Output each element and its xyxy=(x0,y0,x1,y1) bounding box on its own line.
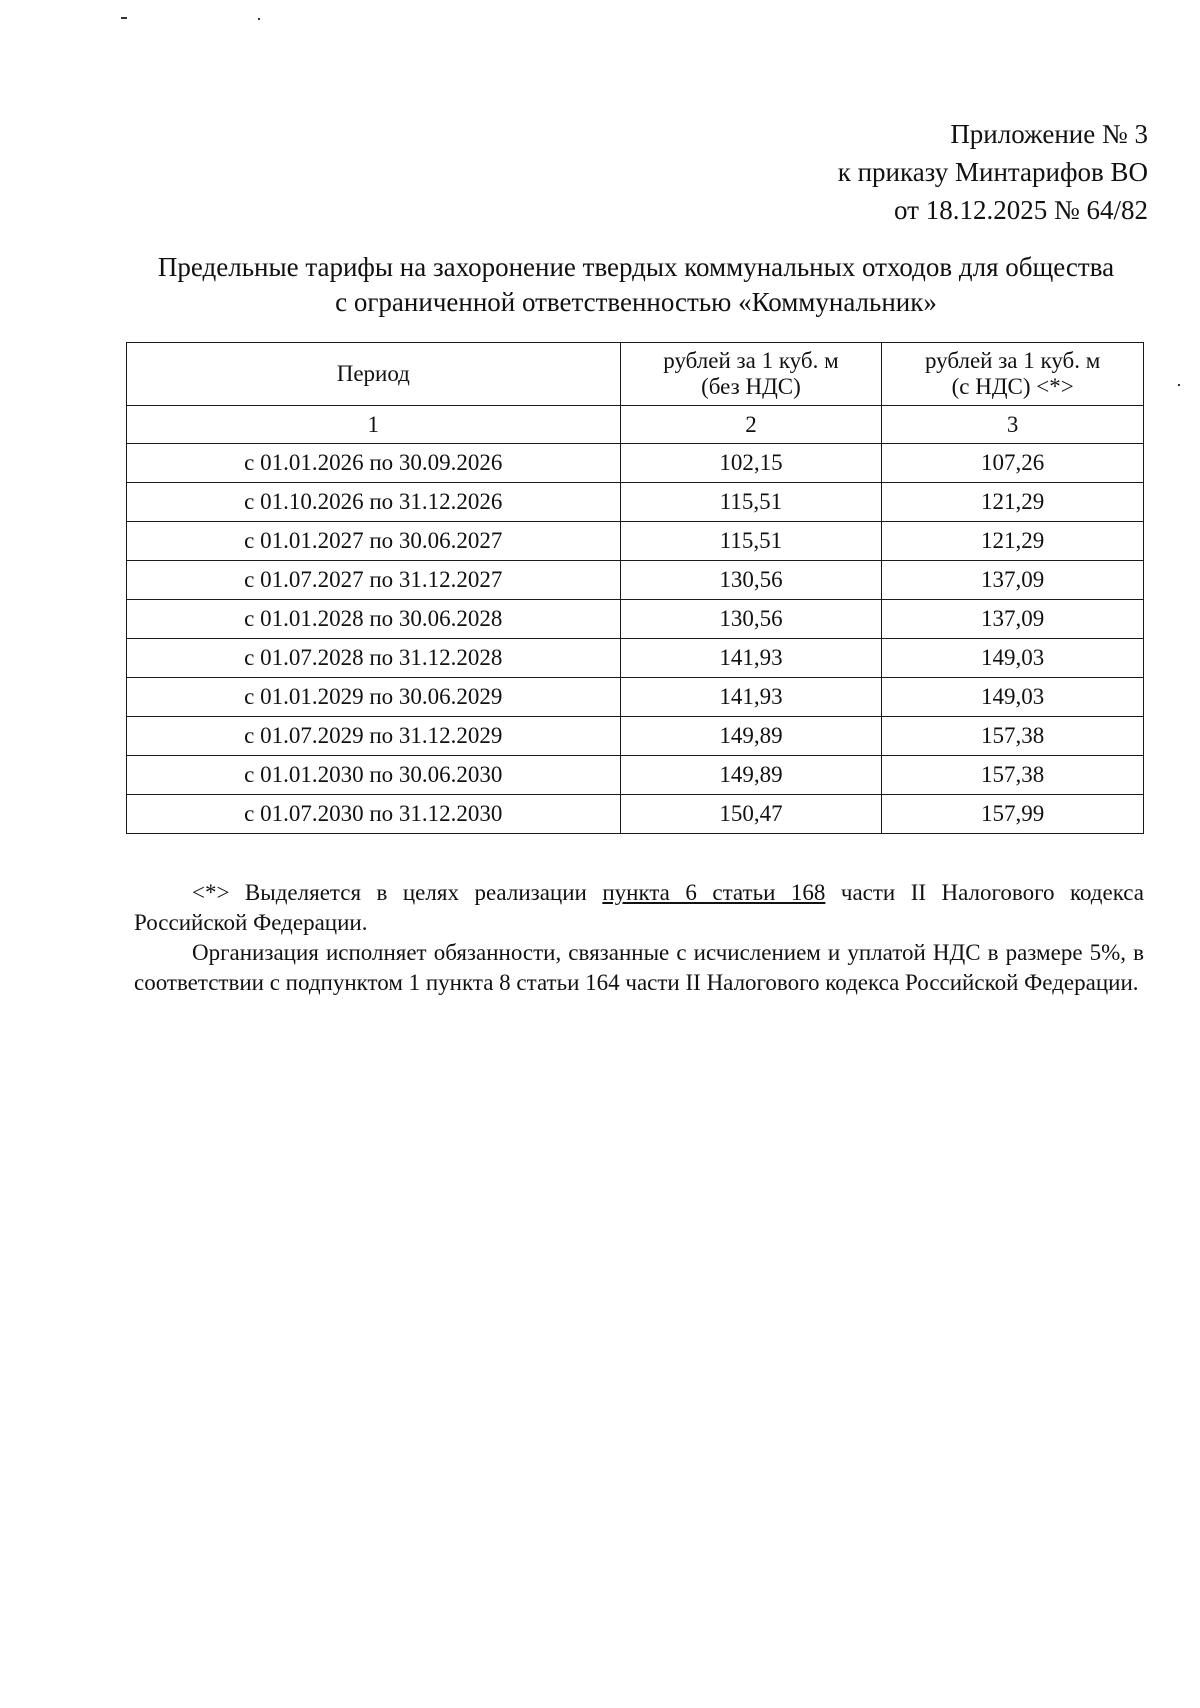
document-title xyxy=(128,250,1144,320)
table-row xyxy=(127,795,1144,834)
column-number: 3 xyxy=(882,406,1144,444)
header-period-label: Период xyxy=(336,361,410,386)
column-number-row xyxy=(127,406,1144,444)
header-with-vat xyxy=(882,343,1144,406)
column-number: 1 xyxy=(127,406,621,444)
table-row xyxy=(127,678,1144,717)
table-row xyxy=(127,639,1144,678)
cell-with-vat: 121,29 xyxy=(882,483,1144,522)
cell-without-vat: 149,89 xyxy=(620,717,882,756)
table-row xyxy=(127,561,1144,600)
cell-period: с 01.01.2027 по 30.06.2027 xyxy=(127,522,621,561)
header-without-vat xyxy=(620,343,882,406)
notes-section xyxy=(134,878,1144,998)
cell-with-vat: 157,38 xyxy=(882,717,1144,756)
header-with-vat-line1: рублей за 1 куб. м xyxy=(924,348,1101,373)
header-without-vat-line1: рублей за 1 куб. м xyxy=(663,348,839,373)
cell-with-vat: 149,03 xyxy=(882,678,1144,717)
appendix-order-date: от 18.12.2025 № 64/82 xyxy=(894,195,1148,225)
appendix-header xyxy=(838,115,1148,229)
table-row xyxy=(127,444,1144,483)
cell-without-vat: 115,51 xyxy=(620,483,882,522)
title-line-2: с ограниченной ответственностью «Коммунальник» xyxy=(335,287,937,317)
cell-period: с 01.07.2028 по 31.12.2028 xyxy=(127,639,621,678)
appendix-number: Приложение № 3 xyxy=(950,119,1148,149)
cell-without-vat: 141,93 xyxy=(620,639,882,678)
cell-with-vat: 157,99 xyxy=(882,795,1144,834)
cell-period: с 01.01.2030 по 30.06.2030 xyxy=(127,756,621,795)
cell-period: с 01.10.2026 по 31.12.2026 xyxy=(127,483,621,522)
cell-period: с 01.07.2029 по 31.12.2029 xyxy=(127,717,621,756)
table-row xyxy=(127,756,1144,795)
cell-period: с 01.01.2029 по 30.06.2029 xyxy=(127,678,621,717)
table-header-row xyxy=(127,343,1144,406)
cell-period: с 01.01.2028 по 30.06.2028 xyxy=(127,600,621,639)
cell-without-vat: 141,93 xyxy=(620,678,882,717)
cell-without-vat: 115,51 xyxy=(620,522,882,561)
scan-speck xyxy=(258,18,260,20)
appendix-order-reference: к приказу Минтарифов ВО xyxy=(837,157,1148,187)
tariff-table xyxy=(126,342,1144,834)
footnote-suffix: части II Налогового кодекса Российской Федерации. xyxy=(134,880,1145,935)
cell-with-vat: 137,09 xyxy=(882,600,1144,639)
table-row xyxy=(127,600,1144,639)
title-line-1: Предельные тарифы на захоронение твердых коммунальных отходов для общества xyxy=(157,252,1115,282)
scan-speck xyxy=(1178,384,1180,386)
vat-note-paragraph: Организация исполняет обязанности, связанные с исчислением и уплатой НДС в размере 5%, в соответствии с подпунктом 1 пункта 8 статьи 164 части II Налогового кодекса Российской Федерации. xyxy=(134,940,1144,995)
cell-period: с 01.07.2030 по 31.12.2030 xyxy=(127,795,621,834)
footnote-prefix: <*> Выделяется в целях реализации xyxy=(192,880,603,905)
header-with-vat-line2: (с НДС) <*> xyxy=(951,374,1074,399)
cell-period: с 01.07.2027 по 31.12.2027 xyxy=(127,561,621,600)
cell-without-vat: 130,56 xyxy=(620,561,882,600)
cell-with-vat: 137,09 xyxy=(882,561,1144,600)
cell-with-vat: 149,03 xyxy=(882,639,1144,678)
column-number: 2 xyxy=(620,406,882,444)
tax-code-article-link[interactable]: пункта 6 статьи 168 xyxy=(602,880,826,905)
table-row xyxy=(127,522,1144,561)
header-period xyxy=(127,343,621,406)
cell-without-vat: 149,89 xyxy=(620,756,882,795)
cell-without-vat: 102,15 xyxy=(620,444,882,483)
table-row xyxy=(127,483,1144,522)
cell-with-vat: 157,38 xyxy=(882,756,1144,795)
table-row xyxy=(127,717,1144,756)
cell-without-vat: 150,47 xyxy=(620,795,882,834)
cell-with-vat: 121,29 xyxy=(882,522,1144,561)
footnote-paragraph xyxy=(134,878,1144,938)
cell-with-vat: 107,26 xyxy=(882,444,1144,483)
scan-speck xyxy=(121,17,127,19)
cell-period: с 01.01.2026 по 30.09.2026 xyxy=(127,444,621,483)
header-without-vat-line2: (без НДС) xyxy=(701,374,801,399)
cell-without-vat: 130,56 xyxy=(620,600,882,639)
